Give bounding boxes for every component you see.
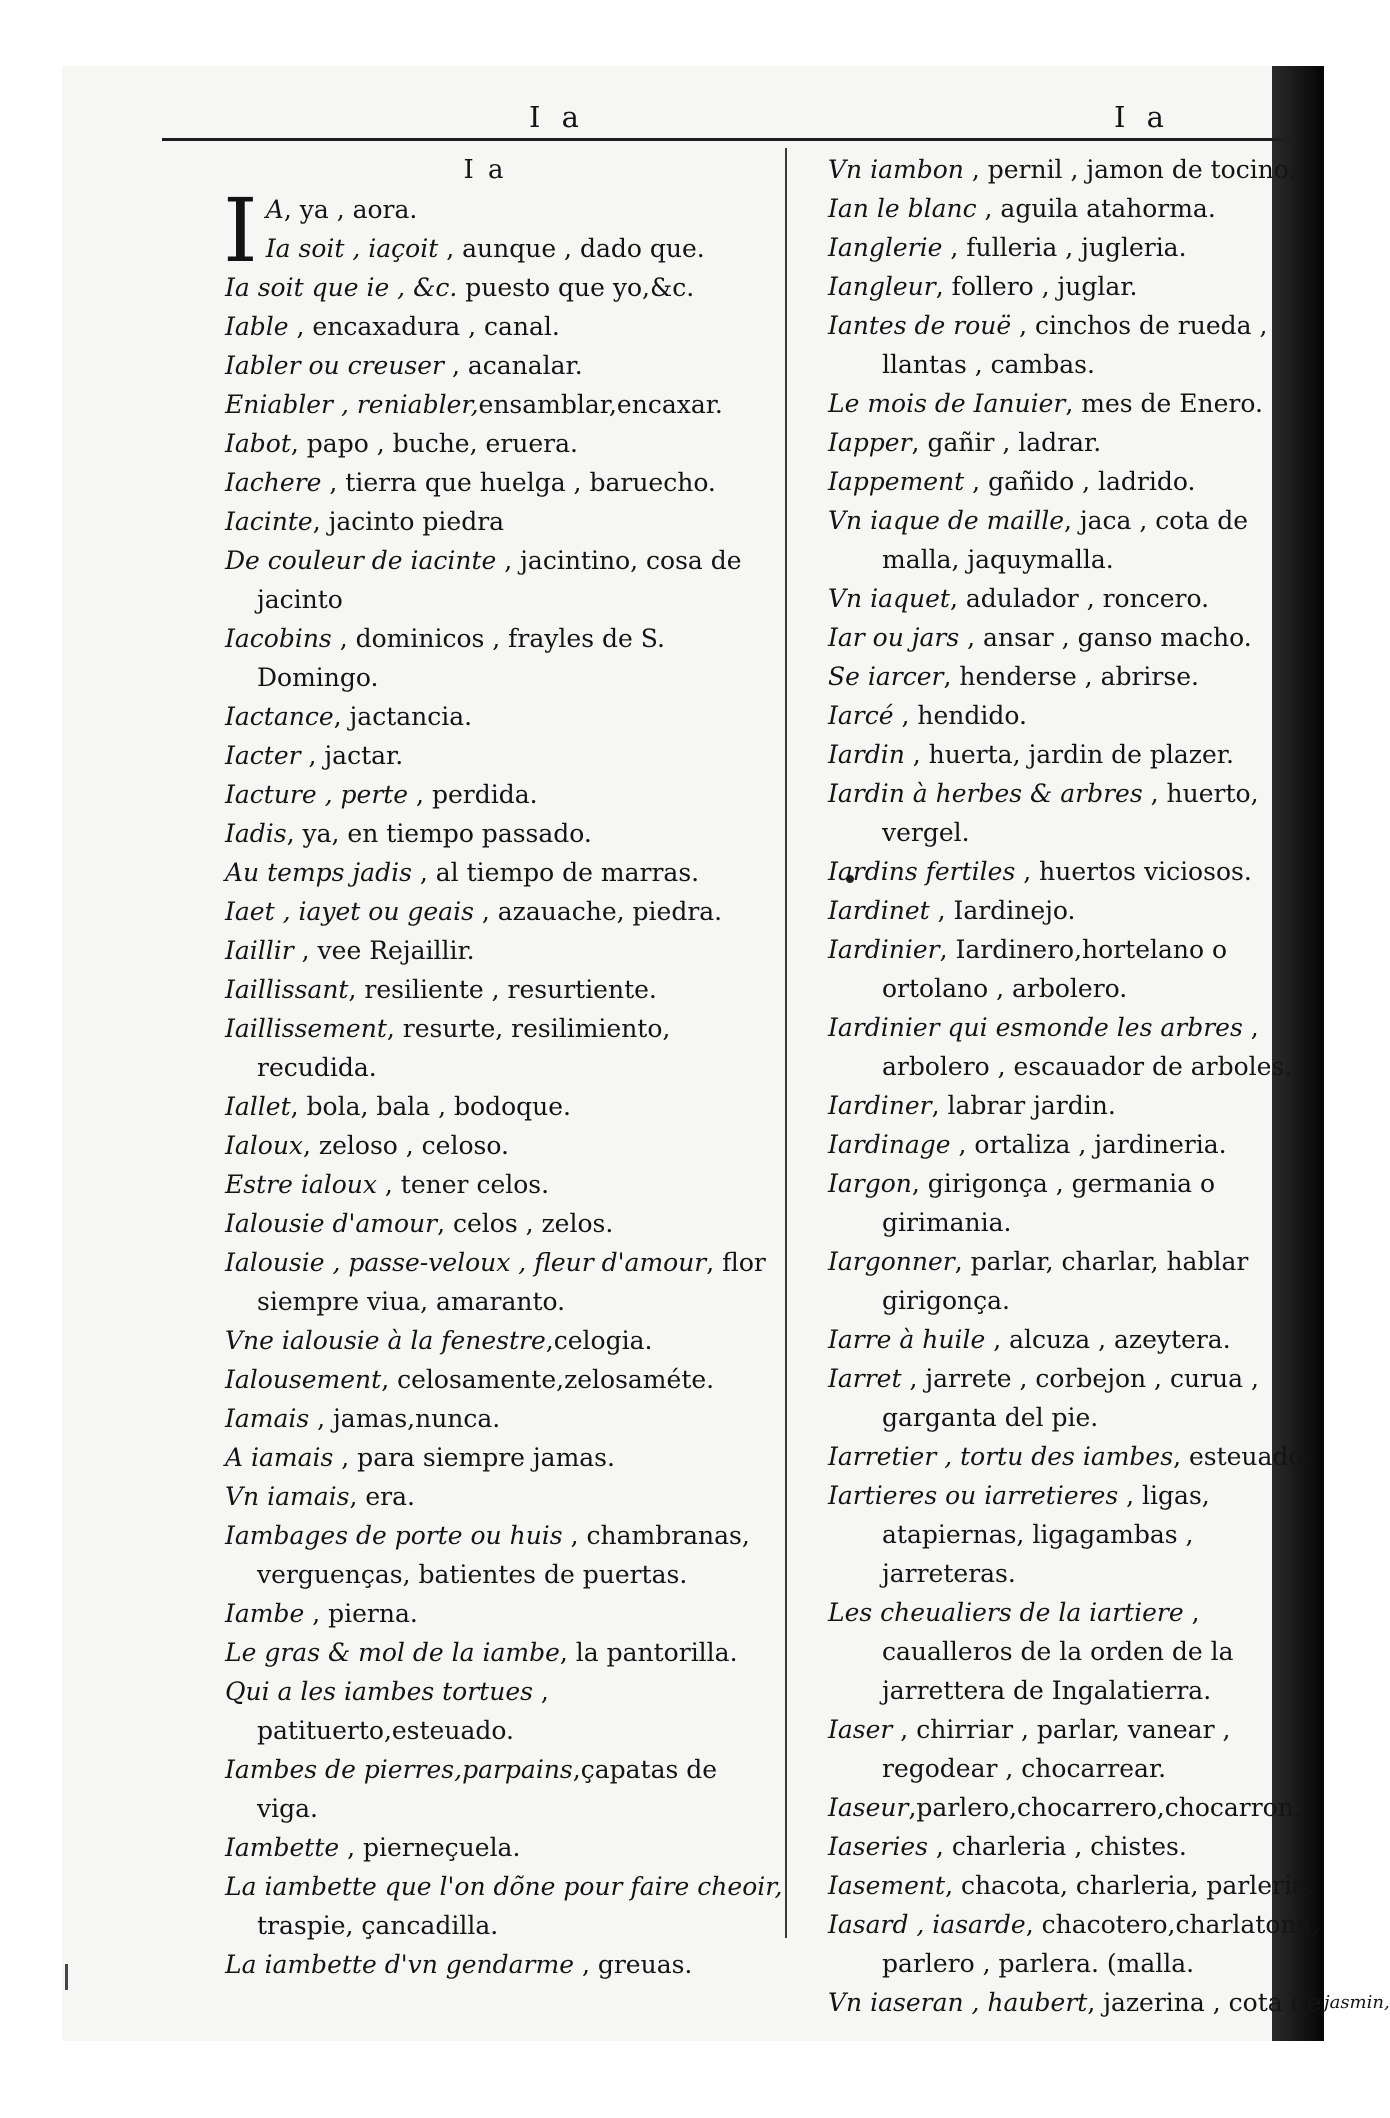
dictionary-entry (828, 1983, 1328, 2022)
dictionary-entry (828, 462, 1328, 501)
entry-headword: Estre ialoux (225, 1170, 377, 1199)
entry-translation: ,celogia. (545, 1326, 653, 1355)
entry-headword: Iardinier qui esmonde les arbres (828, 1013, 1243, 1042)
entry-headword: Iartieres ou iarretieres (828, 1481, 1119, 1510)
entry-translation: , mes de Enero. (1065, 389, 1263, 418)
entry-headword: Iambages de porte ou huis (225, 1521, 563, 1550)
entry-translation: , gañir , ladrar. (911, 428, 1102, 457)
dictionary-entry (828, 1866, 1328, 1905)
dictionary-entry (225, 1165, 785, 1204)
book-page (62, 66, 1390, 2041)
right-entry-list (828, 150, 1328, 2022)
dictionary-entry (828, 1476, 1328, 1593)
dictionary-entry (225, 970, 785, 1009)
dictionary-entry (828, 1242, 1328, 1320)
dictionary-entry (828, 735, 1328, 774)
dictionary-entry (828, 150, 1328, 189)
entry-translation: traspie, çancadilla. (257, 1911, 499, 1940)
entry-translation: , ansar , ganso macho. (959, 623, 1252, 652)
dictionary-entry (828, 423, 1328, 462)
first-entries (223, 179, 785, 282)
left-entry-list (225, 268, 785, 1984)
entry-translation: , tierra que huelga , baruecho. (321, 468, 716, 497)
drop-cap: I (223, 179, 258, 282)
dictionary-entry (225, 541, 785, 619)
first-entry-block (223, 179, 785, 282)
column-heading: I a (463, 155, 507, 185)
entry-translation: , celosamente,zelosaméte. (381, 1365, 715, 1394)
entry-headword: Iantes de rouë (828, 311, 1012, 340)
entry-translation: , chacotero,charlatona, parlero , parlera. (malla. (882, 1910, 1320, 1978)
entry-headword: Vne ialousie à la fenestre (225, 1326, 546, 1355)
entry-translation: puesto que yo,&c. (457, 273, 695, 302)
entry-headword: Iabler ou creuser (225, 351, 444, 380)
entry-translation: , tener celos. (376, 1170, 550, 1199)
entry-translation: , encaxadura , canal. (288, 312, 560, 341)
entry-translation: ,çapatas de viga. (257, 1755, 718, 1823)
entry-translation: , jactar. (300, 741, 404, 770)
entry-translation: , greuas. (574, 1950, 693, 1979)
dictionary-entry (225, 1633, 785, 1672)
entry-headword: Vn iaquet (828, 584, 950, 613)
dictionary-entry (828, 930, 1328, 1008)
entry-translation: , zeloso , celoso. (303, 1131, 509, 1160)
entry-translation: , ya , aora. (283, 195, 418, 224)
margin-catchword: jasmin, (1324, 1992, 1390, 2013)
entry-headword: Iaseur (828, 1793, 909, 1822)
entry-headword: Iardinet (828, 896, 930, 925)
entry-headword: La iambette que l'on dõne pour faire cheoir, (225, 1872, 783, 1901)
dictionary-entry (828, 1320, 1328, 1359)
entry-headword: Ia soit que ie , &c. (225, 273, 458, 302)
dictionary-entry (828, 1827, 1328, 1866)
entry-headword: Ialoux (225, 1131, 304, 1160)
entry-headword: A (265, 195, 284, 224)
entry-translation: , para siempre jamas. (333, 1443, 615, 1472)
entry-headword: Iaser (828, 1715, 893, 1744)
dictionary-entry (225, 502, 785, 541)
dictionary-entry (828, 579, 1328, 618)
entry-translation: ensamblar,encaxar. (478, 390, 723, 419)
dictionary-entry (225, 736, 785, 775)
entry-translation: , jamas,nunca. (309, 1404, 501, 1433)
entry-headword: Iapper (828, 428, 912, 457)
dictionary-entry (828, 228, 1328, 267)
entry-translation: , huerta, jardin de plazer. (904, 740, 1234, 769)
entry-translation: , hendido. (893, 701, 1027, 730)
entry-headword: Iabot (225, 429, 291, 458)
entry-headword: Iambe (225, 1599, 305, 1628)
entry-headword: Iarretier , tortu des iambes (828, 1442, 1174, 1471)
entry-translation: , fulleria , jugleria. (942, 233, 1187, 262)
dictionary-entry (225, 424, 785, 463)
entry-headword: Le gras & mol de la iambe (225, 1638, 560, 1667)
dictionary-entry (828, 657, 1328, 696)
entry-headword: Iable (225, 312, 289, 341)
running-head-left: I a (529, 100, 585, 134)
entry-translation: , bola, bala , bodoque. (290, 1092, 571, 1121)
entry-headword: Iardiner (828, 1091, 932, 1120)
dictionary-entry (225, 1243, 785, 1321)
entry-translation: , gañido , ladrido. (964, 467, 1196, 496)
entry-headword: La iambette d'vn gendarme (225, 1950, 574, 1979)
dictionary-entry (225, 1750, 785, 1828)
entry-translation: , arbolero , escauador de arboles. (882, 1013, 1293, 1081)
dictionary-entry (225, 1867, 785, 1945)
dictionary-entry (225, 229, 785, 268)
dictionary-entry (828, 189, 1328, 228)
entry-translation: , parlar, charlar, hablar girigonça. (882, 1247, 1249, 1315)
entry-translation: , la pantorilla. (559, 1638, 738, 1667)
entry-translation: , jacinto piedra (312, 507, 505, 536)
dictionary-entry (828, 1359, 1328, 1437)
entry-headword: Vn iaque de maille (828, 506, 1064, 535)
entry-headword: Qui a les iambes tortues (225, 1677, 533, 1706)
entry-translation: , esteuado. (1173, 1442, 1311, 1471)
dictionary-entry (828, 501, 1328, 579)
dictionary-entry (225, 1204, 785, 1243)
right-column (828, 150, 1328, 2022)
dictionary-entry (225, 1516, 785, 1594)
entry-headword: Iarre à huile (828, 1325, 986, 1354)
entry-headword: Iamais (225, 1404, 310, 1433)
dictionary-entry (225, 775, 785, 814)
entry-headword: Iasard , iasarde (828, 1910, 1026, 1939)
entry-headword: Iachere (225, 468, 322, 497)
entry-translation: , dominicos , frayles de S. Domingo. (257, 624, 665, 692)
entry-translation: , alcuza , azeytera. (985, 1325, 1231, 1354)
dictionary-entry (828, 1125, 1328, 1164)
entry-translation: , henderse , abrirse. (943, 662, 1199, 691)
entry-headword: Iardins fertiles (828, 857, 1016, 886)
entry-translation: , ya, en tiempo passado. (286, 819, 592, 848)
entry-translation: , adulador , roncero. (949, 584, 1210, 613)
entry-headword: Ialousie , passe-veloux , fleur d'amour (225, 1248, 707, 1277)
dictionary-entry (225, 1945, 785, 1984)
entry-headword: Le mois de Ianuier (828, 389, 1066, 418)
dictionary-entry (225, 1009, 785, 1087)
dictionary-entry (828, 306, 1328, 384)
entry-translation: , huerto, vergel. (882, 779, 1259, 847)
entry-headword: Iacter (225, 741, 301, 770)
entry-translation: , girigonça , germania o girimania. (882, 1169, 1215, 1237)
dictionary-entry (828, 774, 1328, 852)
entry-headword: Au temps jadis (225, 858, 412, 887)
entry-headword: Vn iambon (828, 155, 964, 184)
entry-translation: , chambranas, verguenças, batientes de puertas. (257, 1521, 750, 1589)
entry-translation: , era. (349, 1482, 415, 1511)
entry-translation: , resurte, resilimiento, recudida. (257, 1014, 671, 1082)
dictionary-entry (828, 384, 1328, 423)
entry-headword: Iallet (225, 1092, 291, 1121)
entry-translation: , pierneçuela. (339, 1833, 521, 1862)
dictionary-entry (225, 697, 785, 736)
entry-translation: , caualleros de la orden de la jarrettera de Ingalatierra. (882, 1598, 1234, 1705)
entry-translation: , jarrete , corbejon , curua , garganta del pie. (882, 1364, 1259, 1432)
entry-headword: Vn iamais (225, 1482, 350, 1511)
dictionary-entry (225, 1087, 785, 1126)
entry-translation: , azauache, piedra. (473, 897, 723, 926)
dictionary-entry (828, 1086, 1328, 1125)
entry-headword: Ialousie d'amour (225, 1209, 438, 1238)
entry-translation: , vee Rejaillir. (293, 936, 475, 965)
entry-translation: , aguila atahorma. (976, 194, 1216, 223)
entry-headword: Iaseries (828, 1832, 928, 1861)
entry-headword: Vn iaseran , haubert (828, 1988, 1088, 2017)
entry-headword: Iardin à herbes & arbres (828, 779, 1143, 808)
entry-headword: Iaillissement (225, 1014, 387, 1043)
dictionary-entry (828, 267, 1328, 306)
dictionary-entry (225, 190, 785, 229)
entry-translation: , huertos viciosos. (1015, 857, 1252, 886)
entry-translation: ,parlero,chocarrero,chocarron. (908, 1793, 1302, 1822)
entry-translation: , flor siempre viua, amaranto. (257, 1248, 766, 1316)
dictionary-entry (225, 814, 785, 853)
left-column (225, 150, 785, 1984)
dictionary-entry (225, 346, 785, 385)
dictionary-entry (828, 1788, 1328, 1827)
entry-headword: Iadis (225, 819, 287, 848)
dictionary-entry (225, 931, 785, 970)
dictionary-entry (225, 1360, 785, 1399)
entry-translation: , charleria , chistes. (927, 1832, 1187, 1861)
entry-translation: , chirriar , parlar, vanear , regodear , chocarrear. (882, 1715, 1231, 1783)
entry-translation: , jactancia. (333, 702, 473, 731)
dictionary-entry (828, 696, 1328, 735)
entry-translation: , pierna. (304, 1599, 418, 1628)
entry-headword: Iargon (828, 1169, 912, 1198)
dictionary-entry (225, 463, 785, 502)
entry-headword: Iargonner (828, 1247, 955, 1276)
entry-headword: Ia soit , iaçoit (265, 234, 439, 263)
entry-translation: , perdida. (408, 780, 538, 809)
dictionary-entry (225, 892, 785, 931)
entry-headword: Iacinte (225, 507, 313, 536)
dictionary-entry (225, 1594, 785, 1633)
dictionary-entry (828, 1008, 1328, 1086)
entry-headword: Iaet , iayet ou geais (225, 897, 474, 926)
entry-translation: , follero , juglar. (935, 272, 1138, 301)
entry-translation: , pernil , jamon de tocino. (963, 155, 1297, 184)
entry-headword: A iamais (225, 1443, 334, 1472)
entry-headword: Ialousement (225, 1365, 382, 1394)
header-rule (162, 138, 1290, 141)
dictionary-entry (828, 891, 1328, 930)
entry-headword: Iardinage (828, 1130, 951, 1159)
dictionary-entry (225, 307, 785, 346)
entry-translation: , acanalar. (444, 351, 583, 380)
entry-translation: , aunque , dado que. (438, 234, 705, 263)
entry-headword: Ianglerie (828, 233, 943, 262)
dictionary-entry (828, 1905, 1328, 1983)
dictionary-entry (225, 1672, 785, 1750)
entry-headword: Iacture , perte (225, 780, 409, 809)
entry-headword: Iacobins (225, 624, 332, 653)
dictionary-entry (225, 1126, 785, 1165)
dictionary-entry (225, 268, 785, 307)
entry-translation: , chacota, charleria, parleria. (945, 1871, 1315, 1900)
entry-translation: , papo , buche, eruera. (290, 429, 578, 458)
entry-headword: Iangleur (828, 272, 936, 301)
entry-headword: Se iarcer (828, 662, 944, 691)
entry-headword: Ian le blanc (828, 194, 977, 223)
dictionary-entry (225, 1828, 785, 1867)
dictionary-entry (828, 1710, 1328, 1788)
running-head-right: I a (1114, 100, 1170, 134)
dictionary-entry (225, 619, 785, 697)
dictionary-entry (828, 1593, 1328, 1710)
entry-translation: , celos , zelos. (437, 1209, 614, 1238)
dictionary-entry (225, 1399, 785, 1438)
entry-headword: Les cheualiers de la iartiere (828, 1598, 1184, 1627)
entry-headword: Eniabler , reniabler, (225, 390, 479, 419)
dictionary-entry (225, 1477, 785, 1516)
entry-headword: Iasement (828, 1871, 946, 1900)
dictionary-entry (225, 1321, 785, 1360)
entry-headword: Iaillir (225, 936, 294, 965)
entry-translation: , jacintino, cosa de jacinto (257, 546, 742, 614)
dictionary-entry (225, 853, 785, 892)
entry-translation: , cinchos de rueda , llantas , cambas. (882, 311, 1268, 379)
entry-translation: , al tiempo de marras. (411, 858, 700, 887)
entry-headword: Iaillissant (225, 975, 349, 1004)
margin-mark (65, 1964, 68, 1990)
entry-translation: , labrar jardin. (931, 1091, 1116, 1120)
dictionary-entry (225, 385, 785, 424)
entry-headword: Iambes de pierres,parpains (225, 1755, 573, 1784)
entry-translation: , jaca , cota de malla, jaquymalla. (882, 506, 1249, 574)
entry-translation: , jazerina , cota de (1087, 1988, 1322, 2017)
entry-translation: , resiliente , resurtiente. (348, 975, 657, 1004)
dictionary-entry (828, 852, 1328, 891)
entry-headword: Iar ou jars (828, 623, 960, 652)
entry-translation: , ortaliza , jardineria. (950, 1130, 1227, 1159)
dictionary-entry (828, 1437, 1328, 1476)
entry-headword: Iambette (225, 1833, 340, 1862)
entry-headword: Iardin (828, 740, 905, 769)
dictionary-entry (828, 1164, 1328, 1242)
column-divider (785, 148, 787, 1938)
dictionary-entry (225, 1438, 785, 1477)
entry-headword: Iactance (225, 702, 334, 731)
entry-headword: Iarret (828, 1364, 902, 1393)
entry-headword: Iappement (828, 467, 965, 496)
entry-translation: , patituerto,esteuado. (257, 1677, 549, 1745)
dictionary-entry (828, 618, 1328, 657)
entry-headword: Iarcé (828, 701, 894, 730)
entry-headword: Iardinier (828, 935, 940, 964)
entry-translation: , ligas, atapiernas, ligagambas , jarreteras. (882, 1481, 1210, 1588)
entry-translation: , Iardinejo. (929, 896, 1076, 925)
entry-translation: , Iardinero,hortelano o ortolano , arbolero. (882, 935, 1228, 1003)
entry-headword: De couleur de iacinte (225, 546, 497, 575)
